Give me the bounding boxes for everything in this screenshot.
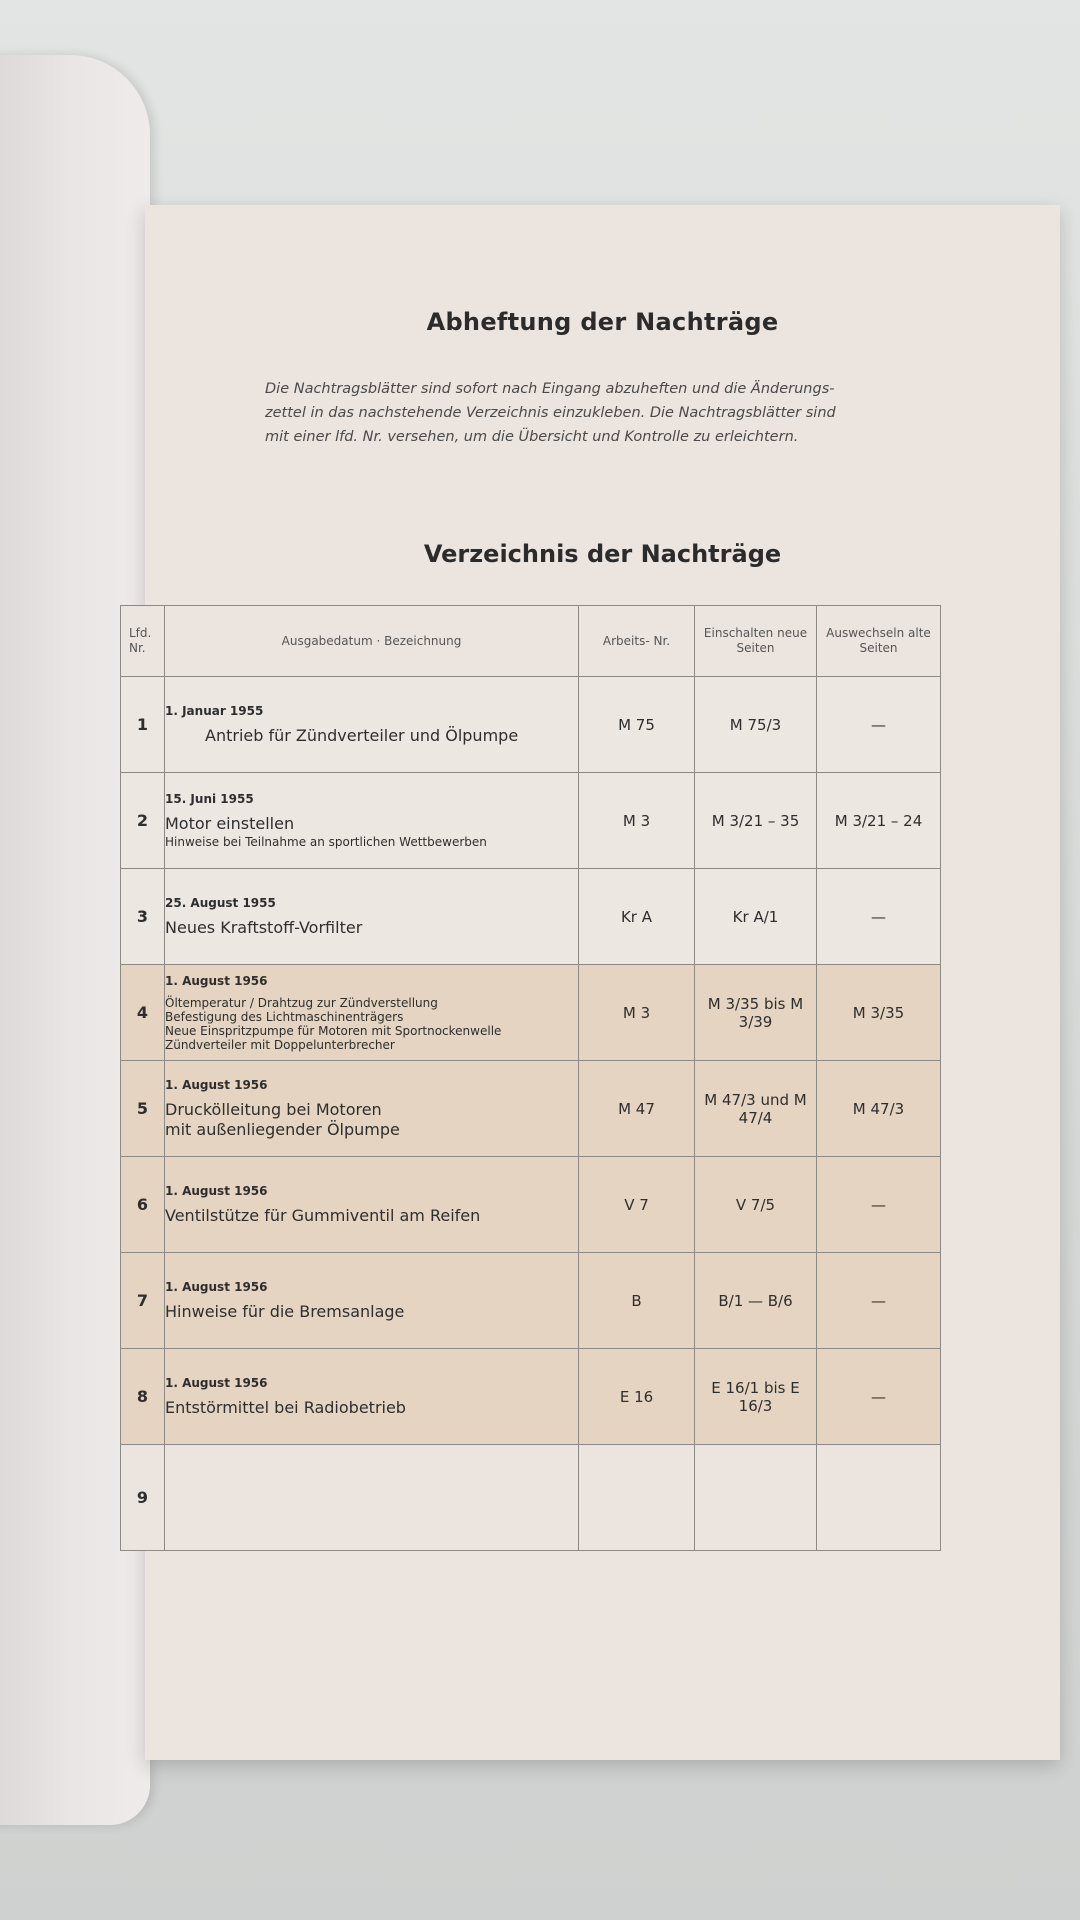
designation-line: Neue Einspritzpumpe für Motoren mit Sportnockenwelle [165, 1023, 502, 1038]
designation-line: Druckölleitung bei Motoren [165, 1099, 382, 1119]
arbeits-nr: M 3 [579, 773, 695, 869]
row-number: 4 [121, 965, 165, 1061]
designation [165, 996, 578, 1052]
table-row [121, 965, 941, 1061]
designation-line: Antrieb für Zündverteiler und Ölpumpe [205, 725, 519, 745]
table-row [121, 1349, 941, 1445]
header-auswechseln: Auswechseln alte Seiten [817, 606, 941, 677]
issue-date: 25. August 1955 [165, 895, 276, 910]
issue-date: 1. August 1956 [165, 1375, 268, 1390]
table-row [121, 1061, 941, 1157]
designation [165, 918, 578, 938]
designation [165, 1100, 578, 1140]
table-header-row [121, 606, 941, 677]
empty-cell [817, 1445, 941, 1551]
designation-line: Hinweise bei Teilnahme an sportlichen Wettbewerben [165, 834, 487, 849]
table-row-empty [121, 1445, 941, 1551]
arbeits-nr: M 3 [579, 965, 695, 1061]
arbeits-nr: E 16 [579, 1349, 695, 1445]
designation-line: Befestigung des Lichtmaschinenträgers [165, 1009, 404, 1024]
header-nr: Lfd. Nr. [121, 606, 165, 677]
row-description [165, 1349, 579, 1445]
designation [165, 1302, 578, 1322]
designation-line: Zündverteiler mit Doppelunterbrecher [165, 1037, 395, 1052]
auswechseln-pages: M 3/35 [817, 965, 941, 1061]
issue-date: 1. Januar 1955 [165, 703, 264, 718]
designation-line: mit außenliegender Ölpumpe [165, 1119, 400, 1139]
table-row [121, 677, 941, 773]
designation [165, 1398, 578, 1418]
einschalten-pages: M 3/21 – 35 [695, 773, 817, 869]
intro-line: zettel in das nachstehende Verzeichnis einzukleben. Die Nachtragsblätter sind [265, 405, 836, 421]
designation [165, 1206, 578, 1226]
auswechseln-pages: — [817, 677, 941, 773]
row-number: 1 [121, 677, 165, 773]
row-description [165, 869, 579, 965]
auswechseln-pages: M 3/21 – 24 [817, 773, 941, 869]
row-number: 6 [121, 1157, 165, 1253]
auswechseln-pages: M 47/3 [817, 1061, 941, 1157]
empty-cell [695, 1445, 817, 1551]
intro-line: Die Nachtragsblätter sind sofort nach Eingang abzuheften und die Änderungs- [265, 381, 835, 397]
designation [165, 726, 578, 746]
empty-cell [579, 1445, 695, 1551]
row-description [165, 677, 579, 773]
designation-line: Entstörmittel bei Radiobetrieb [165, 1397, 406, 1417]
auswechseln-pages: — [817, 1157, 941, 1253]
supplements-table [120, 605, 941, 1551]
header-description: Ausgabedatum · Bezeichnung [165, 606, 579, 677]
einschalten-pages: B/1 — B/6 [695, 1253, 817, 1349]
designation-line: Hinweise für die Bremsanlage [165, 1301, 405, 1321]
table-row [121, 1157, 941, 1253]
empty-cell [165, 1445, 579, 1551]
issue-date: 1. August 1956 [165, 1183, 268, 1198]
document-page [129, 205, 1060, 1760]
row-number: 5 [121, 1061, 165, 1157]
arbeits-nr: M 47 [579, 1061, 695, 1157]
arbeits-nr: M 75 [579, 677, 695, 773]
designation-line: Neues Kraftstoff-Vorfilter [165, 917, 363, 937]
einschalten-pages: V 7/5 [695, 1157, 817, 1253]
arbeits-nr: Kr A [579, 869, 695, 965]
section-title: Verzeichnis der Nachträge [423, 540, 782, 568]
einschalten-pages: M 3/35 bis M 3/39 [695, 965, 817, 1061]
intro-line: mit einer lfd. Nr. versehen, um die Übersicht und Kontrolle zu erleichtern. [265, 429, 799, 445]
row-description [165, 965, 579, 1061]
row-number: 8 [121, 1349, 165, 1445]
row-description [165, 773, 579, 869]
row-number: 7 [121, 1253, 165, 1349]
table-row [121, 869, 941, 965]
designation-line: Ventilstütze für Gummiventil am Reifen [165, 1205, 481, 1225]
row-description [165, 1157, 579, 1253]
designation-line: Motor einstellen [165, 813, 295, 833]
einschalten-pages: M 47/3 und M 47/4 [695, 1061, 817, 1157]
table-row [121, 1253, 941, 1349]
auswechseln-pages: — [817, 1253, 941, 1349]
row-number: 2 [121, 773, 165, 869]
designation-line: Öltemperatur / Drahtzug zur Zündverstellung [165, 995, 438, 1010]
einschalten-pages: Kr A/1 [695, 869, 817, 965]
row-description [165, 1061, 579, 1157]
row-description [165, 1253, 579, 1349]
issue-date: 15. Juni 1955 [165, 791, 254, 806]
einschalten-pages: M 75/3 [695, 677, 817, 773]
issue-date: 1. August 1956 [165, 1279, 268, 1294]
table-row [121, 773, 941, 869]
table-body [121, 677, 941, 1551]
row-number: 3 [121, 869, 165, 965]
header-einschalten: Einschalten neue Seiten [695, 606, 817, 677]
arbeits-nr: V 7 [579, 1157, 695, 1253]
arbeits-nr: B [579, 1253, 695, 1349]
row-number: 9 [121, 1445, 165, 1551]
einschalten-pages: E 16/1 bis E 16/3 [695, 1349, 817, 1445]
auswechseln-pages: — [817, 1349, 941, 1445]
issue-date: 1. August 1956 [165, 973, 268, 988]
header-arbeits-nr: Arbeits- Nr. [579, 606, 695, 677]
page-title: Abheftung der Nachträge [426, 308, 779, 336]
issue-date: 1. August 1956 [165, 1077, 268, 1092]
intro-paragraph [265, 377, 905, 449]
designation [165, 814, 578, 850]
auswechseln-pages: — [817, 869, 941, 965]
